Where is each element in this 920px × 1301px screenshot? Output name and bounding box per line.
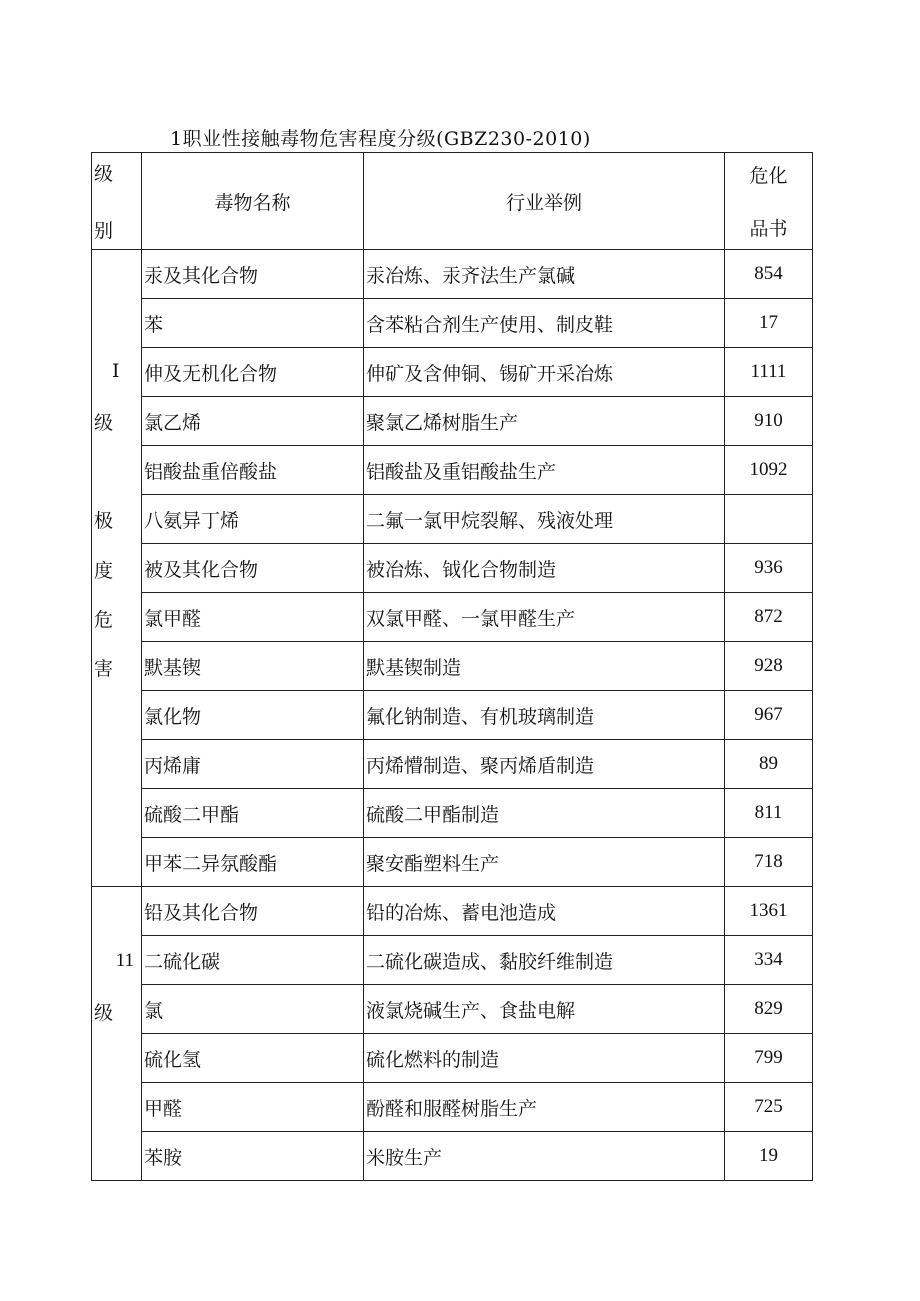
toxicant-name: 苯 [142, 299, 364, 348]
industry-example: 双氯甲醛、一氯甲醛生产 [364, 593, 725, 642]
header-level [92, 153, 142, 250]
hazard-code: 928 [725, 642, 813, 691]
table-row [92, 495, 813, 544]
level-1-roman: I [112, 360, 120, 382]
toxicant-name: 汞及其化合物 [142, 250, 364, 299]
hazard-code: 811 [725, 789, 813, 838]
hazard-code: 1111 [725, 348, 813, 397]
table-row [92, 299, 813, 348]
table-row [92, 642, 813, 691]
hazard-code: 872 [725, 593, 813, 642]
toxicant-name: 甲醛 [142, 1083, 364, 1132]
header-code-bottom: 品书 [749, 218, 788, 240]
hazard-code: 799 [725, 1034, 813, 1083]
table-row [92, 1132, 813, 1181]
header-code-top: 危化 [749, 165, 788, 187]
table-row [92, 446, 813, 495]
hazard-code: 1361 [725, 887, 813, 936]
header-industry: 行业举例 [364, 153, 725, 250]
level-1-ji2: 极 [94, 510, 114, 532]
toxicant-name: 铝酸盐重倍酸盐 [142, 446, 364, 495]
toxicant-name: 硫化氢 [142, 1034, 364, 1083]
header-name: 毒物名称 [142, 153, 364, 250]
industry-example: 酚醛和服醛树脂生产 [364, 1083, 725, 1132]
table-row [92, 838, 813, 887]
table-row [92, 544, 813, 593]
header-code [725, 153, 813, 250]
level-2-num: 11 [115, 950, 134, 971]
hazard-code: 17 [725, 299, 813, 348]
table-row [92, 250, 813, 299]
industry-example: 氟化钠制造、有机玻璃制造 [364, 691, 725, 740]
level-1-wei: 危 [94, 609, 114, 631]
hazard-code: 910 [725, 397, 813, 446]
header-level-top: 级 [94, 163, 114, 185]
hazard-code: 89 [725, 740, 813, 789]
table-row [92, 593, 813, 642]
toxicant-name: 被及其化合物 [142, 544, 364, 593]
hazard-code: 967 [725, 691, 813, 740]
header-level-bottom: 别 [94, 220, 114, 242]
industry-example: 铅的冶炼、蓄电池造成 [364, 887, 725, 936]
industry-example: 米胺生产 [364, 1132, 725, 1181]
industry-example: 硫化燃料的制造 [364, 1034, 725, 1083]
toxicant-name: 氯化物 [142, 691, 364, 740]
toxicant-name: 氯 [142, 985, 364, 1034]
toxicity-table [91, 152, 813, 1181]
industry-example: 汞冶炼、汞齐法生产氯碱 [364, 250, 725, 299]
hazard-code: 854 [725, 250, 813, 299]
toxicant-name: 苯胺 [142, 1132, 364, 1181]
table-row [92, 887, 813, 936]
industry-example: 默基锲制造 [364, 642, 725, 691]
industry-example: 被冶炼、钺化合物制造 [364, 544, 725, 593]
table-row [92, 985, 813, 1034]
toxicant-name: 甲苯二异氛酸酯 [142, 838, 364, 887]
toxicant-name: 二硫化碳 [142, 936, 364, 985]
table-row [92, 1083, 813, 1132]
hazard-code: 829 [725, 985, 813, 1034]
toxicant-name: 硫酸二甲酯 [142, 789, 364, 838]
table-row [92, 789, 813, 838]
level-2-ji: 级 [94, 1002, 114, 1024]
table-row [92, 397, 813, 446]
industry-example: 液氯烧碱生产、食盐电解 [364, 985, 725, 1034]
industry-example: 丙烯懵制造、聚丙烯盾制造 [364, 740, 725, 789]
level-1-ji: 级 [94, 412, 114, 434]
table-row [92, 1034, 813, 1083]
toxicant-name: 丙烯庸 [142, 740, 364, 789]
hazard-code: 725 [725, 1083, 813, 1132]
toxicant-name: 八氨异丁烯 [142, 495, 364, 544]
table-header-row [92, 153, 813, 250]
toxicant-name: 伸及无机化合物 [142, 348, 364, 397]
toxicant-name: 氯乙烯 [142, 397, 364, 446]
hazard-code: 718 [725, 838, 813, 887]
hazard-code: 19 [725, 1132, 813, 1181]
toxicant-name: 默基锲 [142, 642, 364, 691]
hazard-code: 334 [725, 936, 813, 985]
industry-example: 硫酸二甲酯制造 [364, 789, 725, 838]
toxicant-name: 氯甲醛 [142, 593, 364, 642]
industry-example: 聚氯乙烯树脂生产 [364, 397, 725, 446]
level-1-hai: 害 [94, 658, 114, 680]
hazard-code [725, 495, 813, 544]
industry-example: 含苯粘合剂生产使用、制皮鞋 [364, 299, 725, 348]
hazard-code: 936 [725, 544, 813, 593]
table-row [92, 691, 813, 740]
level-2-label [92, 887, 142, 1181]
table-row [92, 740, 813, 789]
industry-example: 二氟一氯甲烷裂解、残液处理 [364, 495, 725, 544]
industry-example: 二硫化碳造成、黏胶纤维制造 [364, 936, 725, 985]
industry-example: 铝酸盐及重铝酸盐生产 [364, 446, 725, 495]
page-title: 1职业性接触毒物危害程度分级(GBZ230-2010) [170, 128, 591, 150]
level-1-label [92, 250, 142, 887]
toxicant-name: 铅及其化合物 [142, 887, 364, 936]
industry-example: 伸矿及含伸铜、锡矿开采冶炼 [364, 348, 725, 397]
table-row [92, 348, 813, 397]
hazard-code: 1092 [725, 446, 813, 495]
level-1-du: 度 [94, 560, 114, 582]
table-row [92, 936, 813, 985]
industry-example: 聚安酯塑料生产 [364, 838, 725, 887]
